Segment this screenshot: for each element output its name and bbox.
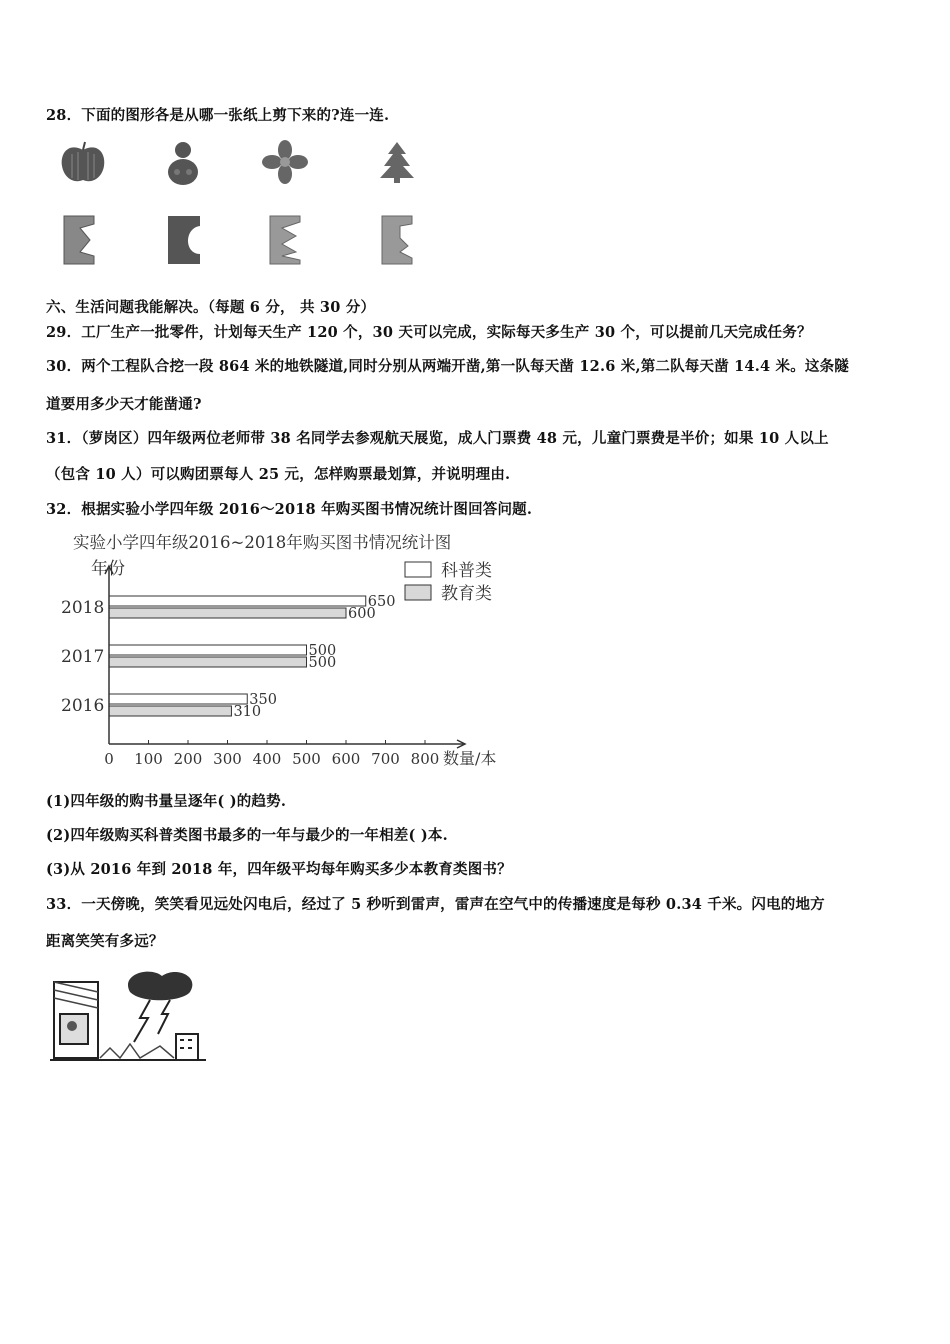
lightning-scene-illustration bbox=[50, 962, 206, 1064]
x-tick-label: 300 bbox=[213, 750, 242, 768]
question-32-sub-2: (2)四年级购买科普类图书最多的一年与最少的一年相差( )本. bbox=[46, 827, 448, 844]
question-32-sub-3: (3)从 2016 年到 2018 年，四年级平均每年购买多少本教育类图书？ bbox=[46, 861, 512, 878]
bar-value-label: 500 bbox=[308, 655, 337, 671]
bar-value-label: 500 bbox=[308, 643, 337, 659]
chart-legend bbox=[405, 561, 492, 604]
y-category-label: 2018 bbox=[61, 598, 105, 618]
question-29: 29．工厂生产一批零件，计划每天生产 120 个，30 天可以完成，实际每天多生产 30 个，可以提前几天完成任务？ bbox=[46, 324, 812, 341]
apple-shape-icon bbox=[58, 140, 108, 186]
question-31-line-1: 31．（萝岗区）四年级两位老师带 38 名同学去参观航天展览，成人门票费 48 元，儿童门票费是半价；如果 10 人以上 bbox=[46, 430, 829, 447]
book-purchase-bar-chart bbox=[55, 528, 515, 774]
bar-2016-科普类 bbox=[109, 694, 247, 704]
x-tick-label: 0 bbox=[104, 750, 114, 768]
section-6-heading: 六、生活问题我能解决。（每题 6 分， 共 30 分） bbox=[46, 299, 376, 316]
tree-shape-icon bbox=[376, 140, 418, 184]
y-category-label: 2017 bbox=[61, 647, 105, 667]
legend-swatch bbox=[405, 562, 431, 577]
x-tick-label: 800 bbox=[410, 750, 440, 768]
bar-value-label: 350 bbox=[249, 692, 277, 708]
y-category-label: 2016 bbox=[61, 696, 105, 716]
paper-e-shape-3 bbox=[378, 212, 418, 268]
question-30-line-2: 道要用多少天才能凿通? bbox=[46, 396, 202, 413]
bar-2016-教育类 bbox=[109, 706, 231, 716]
question-33-line-1: 33．一天傍晚，笑笑看见远处闪电后，经过了 5 秒听到雷声，雷声在空气中的传播速度是每秒 0.34 千米。闪电的地方 bbox=[46, 896, 825, 913]
chart-bars bbox=[109, 594, 395, 720]
legend-swatch bbox=[405, 585, 431, 600]
question-32-sub-1: (1)四年级的购书量呈逐年( )的趋势. bbox=[46, 793, 287, 810]
x-tick-label: 600 bbox=[331, 750, 361, 768]
question-28: 28．下面的图形各是从哪一张纸上剪下来的?连一连. bbox=[46, 107, 390, 124]
y-axis-label: 年份 bbox=[91, 559, 125, 579]
bar-2018-科普类 bbox=[109, 596, 366, 606]
x-tick-label: 400 bbox=[252, 750, 282, 768]
bar-value-label: 650 bbox=[367, 594, 396, 610]
x-axis-label: 数量/本 bbox=[443, 749, 497, 768]
x-tick-label: 500 bbox=[292, 750, 321, 768]
paper-c-shape bbox=[164, 212, 204, 268]
paper-e-shape-1 bbox=[60, 212, 100, 268]
chart-title: 实验小学四年级2016~2018年购买图书情况统计图 bbox=[73, 533, 452, 552]
legend-label: 科普类 bbox=[441, 561, 492, 581]
bar-value-label: 310 bbox=[233, 704, 262, 720]
question-32: 32．根据实验小学四年级 2016～2018 年购买图书情况统计图回答问题. bbox=[46, 501, 533, 518]
x-tick-label: 200 bbox=[173, 750, 203, 768]
bar-2018-教育类 bbox=[109, 608, 346, 618]
question-31-line-2: （包含 10 人）可以购团票每人 25 元，怎样购票最划算，并说明理由. bbox=[46, 466, 511, 483]
question-33-line-2: 距离笑笑有多远？ bbox=[46, 933, 164, 950]
paper-e-shape-2 bbox=[266, 212, 306, 268]
bar-2017-教育类 bbox=[109, 657, 307, 667]
gourd-shape-icon bbox=[160, 138, 206, 188]
bar-2017-科普类 bbox=[109, 645, 307, 655]
bar-value-label: 600 bbox=[348, 606, 376, 622]
legend-label: 教育类 bbox=[441, 584, 492, 604]
x-tick-label: 700 bbox=[371, 750, 400, 768]
flower-shape-icon bbox=[262, 140, 308, 184]
x-tick-label: 100 bbox=[134, 750, 163, 768]
question-30-line-1: 30．两个工程队合挖一段 864 米的地铁隧道,同时分别从两端开凿,第一队每天凿 12.6 米,第二队每天凿 14.4 米。这条隧 bbox=[46, 358, 850, 375]
